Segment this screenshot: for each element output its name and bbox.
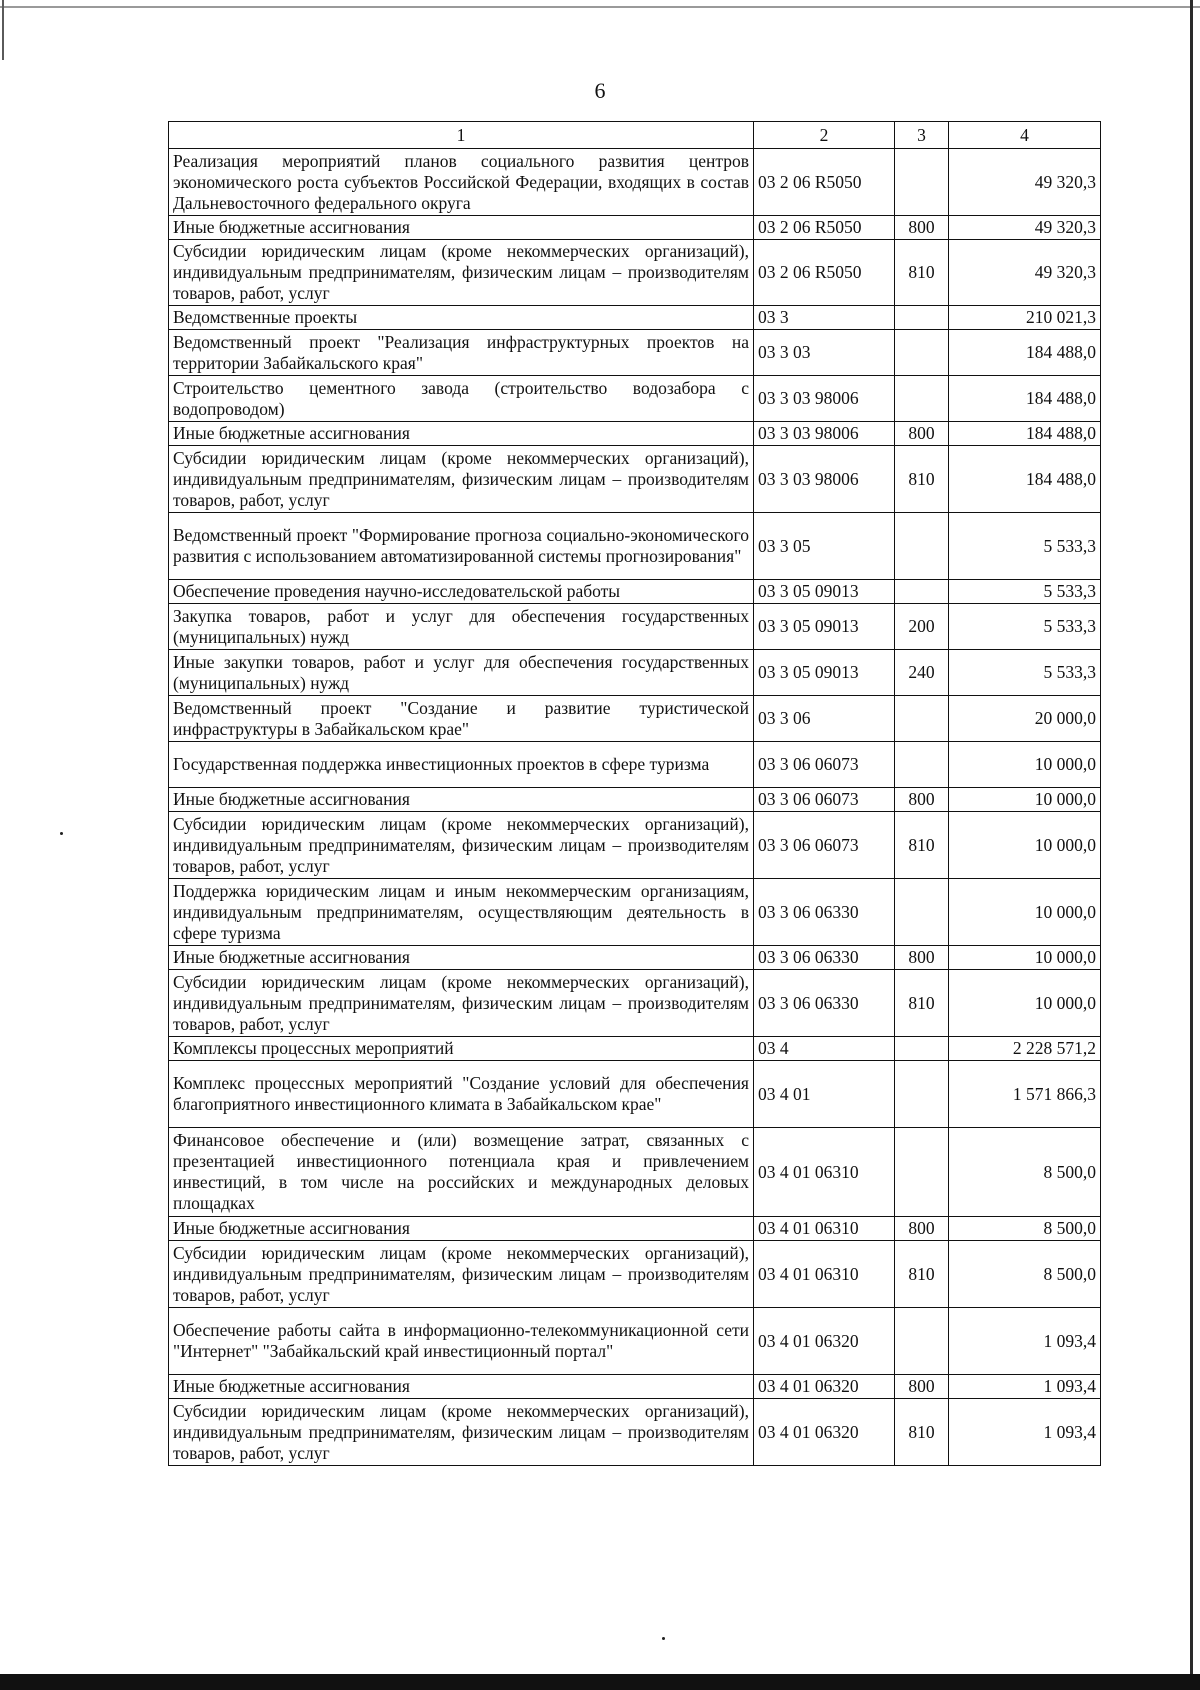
row-type-cell: [895, 1308, 949, 1375]
row-amount-cell: 8 500,0: [949, 1217, 1101, 1241]
row-code-cell: 03 4 01 06320: [754, 1308, 895, 1375]
row-name-cell: Субсидии юридическим лицам (кроме некоммерческих организаций), индивидуальным предпринимателям, физическим лицам – производителям товаров, работ, услуг: [169, 812, 754, 879]
row-amount-cell: 5 533,3: [949, 650, 1101, 696]
row-name-cell: Ведомственные проекты: [169, 306, 754, 330]
table-row: [169, 1241, 1101, 1308]
scan-speck: [662, 1637, 665, 1640]
row-code-cell: 03 3 05 09013: [754, 650, 895, 696]
row-name-cell: Финансовое обеспечение и (или) возмещение затрат, связанных с презентацией инвестиционного потенциала края и привлечением инвестиций, в том числе на российских и международных деловых площадках: [169, 1128, 754, 1217]
row-code-cell: 03 4 01 06310: [754, 1128, 895, 1217]
row-name-cell: Государственная поддержка инвестиционных проектов в сфере туризма: [169, 742, 754, 788]
column-header-amount: 4: [949, 122, 1101, 149]
page-number: 6: [594, 78, 606, 103]
row-amount-cell: 1 093,4: [949, 1308, 1101, 1375]
row-code-cell: 03 3 06 06330: [754, 970, 895, 1037]
row-code-cell: 03 4 01 06310: [754, 1217, 895, 1241]
table-row: [169, 650, 1101, 696]
row-type-cell: [895, 1128, 949, 1217]
row-amount-cell: 210 021,3: [949, 306, 1101, 330]
table-row: [169, 1128, 1101, 1217]
row-amount-cell: 10 000,0: [949, 970, 1101, 1037]
row-code-cell: 03 3 05: [754, 513, 895, 580]
scan-edge-top: [0, 6, 1200, 8]
row-type-cell: 200: [895, 604, 949, 650]
row-code-cell: 03 2 06 R5050: [754, 240, 895, 306]
table-row: [169, 149, 1101, 216]
row-type-cell: 800: [895, 216, 949, 240]
row-amount-cell: 10 000,0: [949, 812, 1101, 879]
row-amount-cell: 184 488,0: [949, 376, 1101, 422]
row-type-cell: 800: [895, 422, 949, 446]
row-type-cell: 800: [895, 1217, 949, 1241]
row-type-cell: 810: [895, 970, 949, 1037]
row-name-cell: Иные бюджетные ассигнования: [169, 422, 754, 446]
row-code-cell: 03 3 06 06330: [754, 946, 895, 970]
table-row: [169, 240, 1101, 306]
table-header-row: [169, 122, 1101, 149]
row-name-cell: Субсидии юридическим лицам (кроме некоммерческих организаций), индивидуальным предпринимателям, физическим лицам – производителям товаров, работ, услуг: [169, 240, 754, 306]
table-row: [169, 216, 1101, 240]
table-row: [169, 1217, 1101, 1241]
row-name-cell: Строительство цементного завода (строительство водозабора с водопроводом): [169, 376, 754, 422]
row-type-cell: 800: [895, 788, 949, 812]
table-row: [169, 306, 1101, 330]
row-type-cell: [895, 696, 949, 742]
row-code-cell: 03 4 01 06310: [754, 1241, 895, 1308]
table-row: [169, 788, 1101, 812]
row-code-cell: 03 3 06 06073: [754, 742, 895, 788]
table-row: [169, 1399, 1101, 1466]
row-type-cell: 810: [895, 1241, 949, 1308]
row-type-cell: [895, 1037, 949, 1061]
table-row: [169, 330, 1101, 376]
row-type-cell: [895, 306, 949, 330]
row-code-cell: 03 3 06: [754, 696, 895, 742]
row-amount-cell: 10 000,0: [949, 879, 1101, 946]
table-row: [169, 1037, 1101, 1061]
scan-edge-bottom: [0, 1674, 1200, 1690]
row-name-cell: Иные бюджетные ассигнования: [169, 788, 754, 812]
table-row: [169, 422, 1101, 446]
row-name-cell: Закупка товаров, работ и услуг для обеспечения государственных (муниципальных) нужд: [169, 604, 754, 650]
row-code-cell: 03 3: [754, 306, 895, 330]
column-header-name: 1: [169, 122, 754, 149]
row-name-cell: Комплекс процессных мероприятий "Создание условий для обеспечения благоприятного инвестиционного климата в Забайкальском крае": [169, 1061, 754, 1128]
row-code-cell: 03 2 06 R5050: [754, 149, 895, 216]
row-amount-cell: 8 500,0: [949, 1241, 1101, 1308]
row-type-cell: [895, 580, 949, 604]
row-amount-cell: 49 320,3: [949, 149, 1101, 216]
row-type-cell: 810: [895, 1399, 949, 1466]
row-code-cell: 03 3 06 06073: [754, 788, 895, 812]
column-header-type: 3: [895, 122, 949, 149]
row-amount-cell: 5 533,3: [949, 604, 1101, 650]
scan-edge-right: [1190, 0, 1193, 1690]
row-type-cell: [895, 513, 949, 580]
row-amount-cell: 49 320,3: [949, 216, 1101, 240]
row-type-cell: [895, 1061, 949, 1128]
row-amount-cell: 10 000,0: [949, 788, 1101, 812]
column-header-code: 2: [754, 122, 895, 149]
row-code-cell: 03 3 06 06330: [754, 879, 895, 946]
row-type-cell: 810: [895, 240, 949, 306]
row-name-cell: Ведомственный проект "Формирование прогноза социально-экономического развития с использованием автоматизированной системы прогнозирования": [169, 513, 754, 580]
table-row: [169, 580, 1101, 604]
row-name-cell: Иные бюджетные ассигнования: [169, 1375, 754, 1399]
row-code-cell: 03 3 03: [754, 330, 895, 376]
row-type-cell: [895, 879, 949, 946]
row-name-cell: Ведомственный проект "Создание и развитие туристической инфраструктуры в Забайкальском крае": [169, 696, 754, 742]
table-row: [169, 446, 1101, 513]
row-type-cell: [895, 149, 949, 216]
row-code-cell: 03 4 01 06320: [754, 1399, 895, 1466]
row-type-cell: 240: [895, 650, 949, 696]
row-name-cell: Субсидии юридическим лицам (кроме некоммерческих организаций), индивидуальным предпринимателям, физическим лицам – производителям товаров, работ, услуг: [169, 970, 754, 1037]
row-amount-cell: 184 488,0: [949, 446, 1101, 513]
table-row: [169, 513, 1101, 580]
row-type-cell: 810: [895, 446, 949, 513]
table-row: [169, 1375, 1101, 1399]
row-name-cell: Ведомственный проект "Реализация инфраструктурных проектов на территории Забайкальского края": [169, 330, 754, 376]
row-name-cell: Иные бюджетные ассигнования: [169, 1217, 754, 1241]
row-name-cell: Иные бюджетные ассигнования: [169, 946, 754, 970]
row-name-cell: Иные бюджетные ассигнования: [169, 216, 754, 240]
table-row: [169, 812, 1101, 879]
table-row: [169, 604, 1101, 650]
row-type-cell: [895, 376, 949, 422]
scan-edge-left: [2, 0, 4, 60]
row-amount-cell: 1 093,4: [949, 1375, 1101, 1399]
table-row: [169, 376, 1101, 422]
table-body: [169, 149, 1101, 1466]
row-type-cell: [895, 330, 949, 376]
row-amount-cell: 49 320,3: [949, 240, 1101, 306]
row-name-cell: Обеспечение работы сайта в информационно-телекоммуникационной сети "Интернет" "Забайкальский край инвестиционный портал": [169, 1308, 754, 1375]
row-amount-cell: 2 228 571,2: [949, 1037, 1101, 1061]
table-row: [169, 879, 1101, 946]
table-row: [169, 1061, 1101, 1128]
row-code-cell: 03 3 03 98006: [754, 446, 895, 513]
row-amount-cell: 10 000,0: [949, 742, 1101, 788]
row-name-cell: Поддержка юридическим лицам и иным некоммерческим организациям, индивидуальным предпринимателям, осуществляющим деятельность в сфере туризма: [169, 879, 754, 946]
row-code-cell: 03 3 03 98006: [754, 422, 895, 446]
row-type-cell: 810: [895, 812, 949, 879]
table-row: [169, 742, 1101, 788]
row-amount-cell: 10 000,0: [949, 946, 1101, 970]
row-name-cell: Комплексы процессных мероприятий: [169, 1037, 754, 1061]
row-amount-cell: 5 533,3: [949, 580, 1101, 604]
row-name-cell: Обеспечение проведения научно-исследовательской работы: [169, 580, 754, 604]
row-amount-cell: 184 488,0: [949, 422, 1101, 446]
row-code-cell: 03 3 05 09013: [754, 604, 895, 650]
row-name-cell: Субсидии юридическим лицам (кроме некоммерческих организаций), индивидуальным предпринимателям, физическим лицам – производителям товаров, работ, услуг: [169, 1241, 754, 1308]
table-row: [169, 696, 1101, 742]
row-code-cell: 03 3 06 06073: [754, 812, 895, 879]
row-code-cell: 03 4 01: [754, 1061, 895, 1128]
row-type-cell: [895, 742, 949, 788]
row-amount-cell: 20 000,0: [949, 696, 1101, 742]
row-type-cell: 800: [895, 946, 949, 970]
row-name-cell: Субсидии юридическим лицам (кроме некоммерческих организаций), индивидуальным предпринимателям, физическим лицам – производителям товаров, работ, услуг: [169, 1399, 754, 1466]
row-amount-cell: 8 500,0: [949, 1128, 1101, 1217]
row-name-cell: Реализация мероприятий планов социального развития центров экономического роста субъектов Российской Федерации, входящих в состав Дальневосточного федерального округа: [169, 149, 754, 216]
row-code-cell: 03 3 03 98006: [754, 376, 895, 422]
row-amount-cell: 184 488,0: [949, 330, 1101, 376]
row-amount-cell: 5 533,3: [949, 513, 1101, 580]
scan-speck: [60, 832, 63, 835]
row-code-cell: 03 2 06 R5050: [754, 216, 895, 240]
row-code-cell: 03 4: [754, 1037, 895, 1061]
budget-table: [168, 121, 1101, 1466]
table-row: [169, 1308, 1101, 1375]
row-amount-cell: 1 093,4: [949, 1399, 1101, 1466]
table-row: [169, 970, 1101, 1037]
row-code-cell: 03 4 01 06320: [754, 1375, 895, 1399]
row-name-cell: Иные закупки товаров, работ и услуг для обеспечения государственных (муниципальных) нужд: [169, 650, 754, 696]
row-code-cell: 03 3 05 09013: [754, 580, 895, 604]
row-name-cell: Субсидии юридическим лицам (кроме некоммерческих организаций), индивидуальным предпринимателям, физическим лицам – производителям товаров, работ, услуг: [169, 446, 754, 513]
row-type-cell: 800: [895, 1375, 949, 1399]
row-amount-cell: 1 571 866,3: [949, 1061, 1101, 1128]
table-row: [169, 946, 1101, 970]
